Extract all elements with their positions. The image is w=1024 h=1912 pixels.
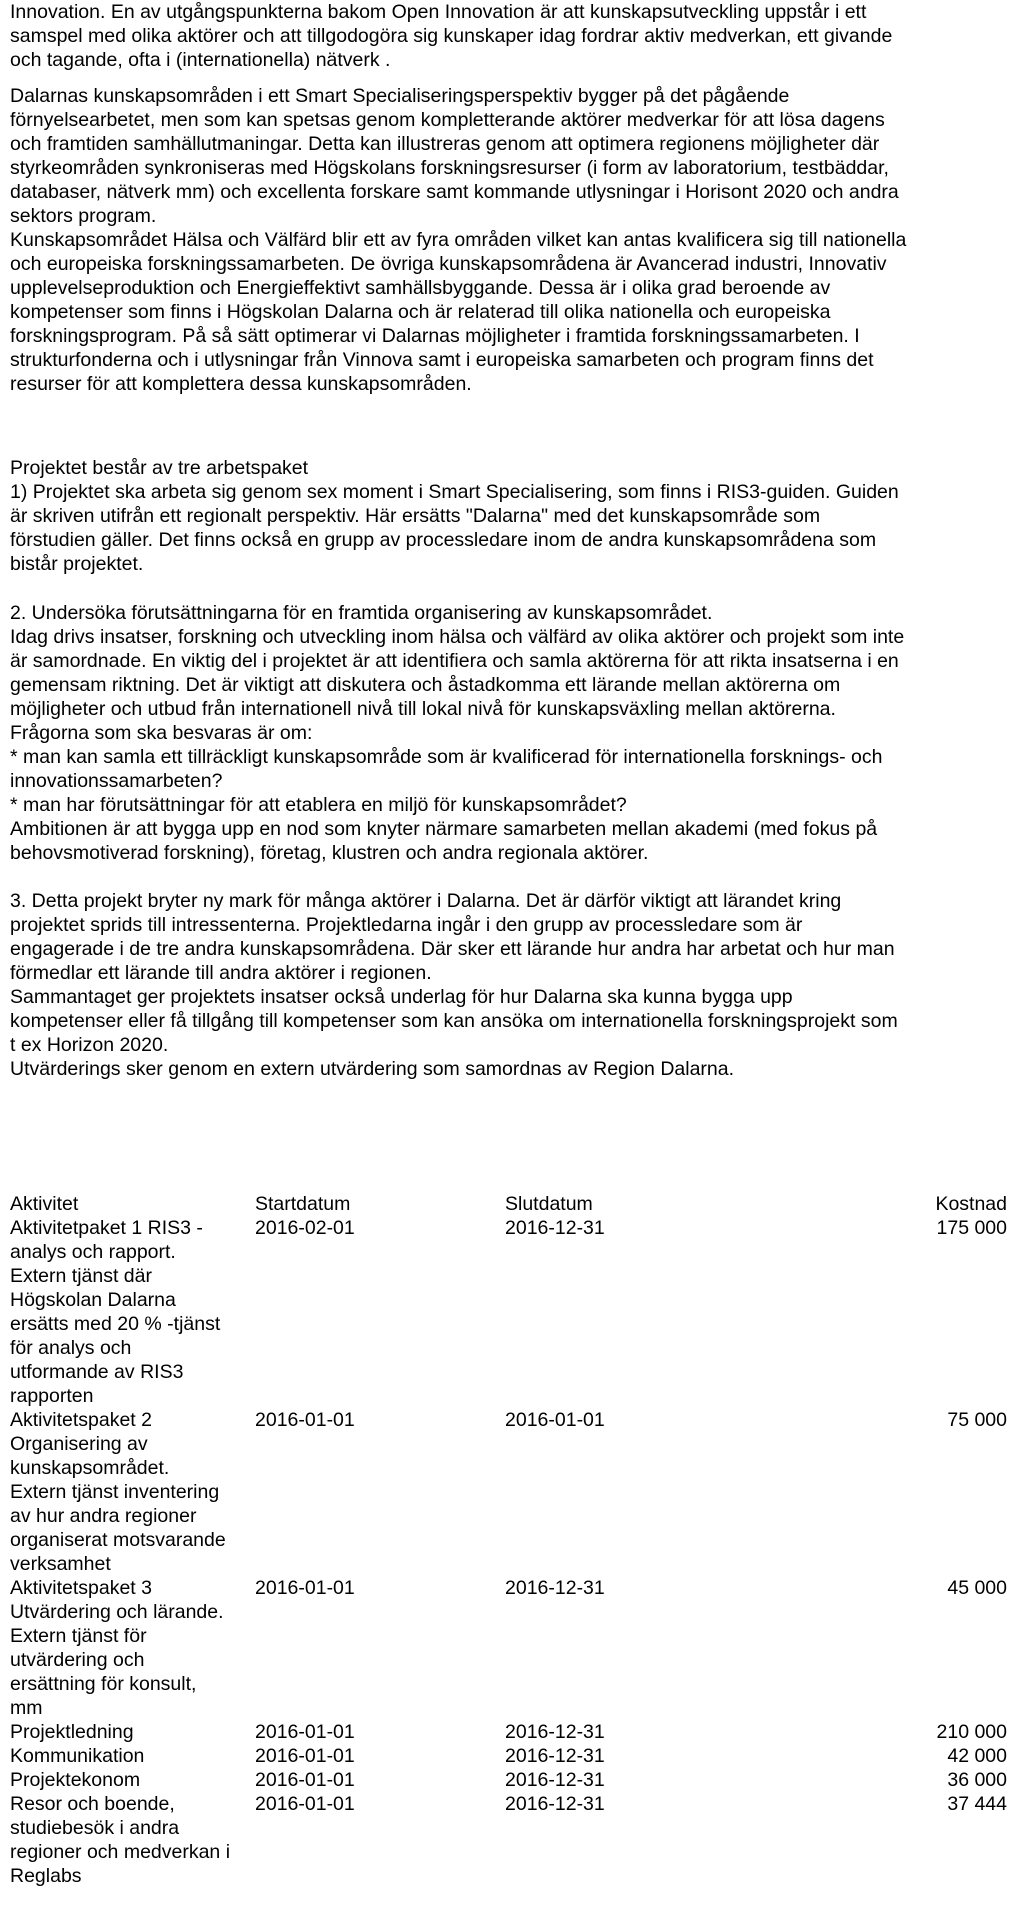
cell-startdatum: 2016-01-01 xyxy=(255,1409,355,1431)
cell-aktivitet: Kommunikation xyxy=(10,1745,145,1767)
cell-startdatum: 2016-02-01 xyxy=(255,1217,355,1239)
column-header-startdatum: Startdatum xyxy=(255,1193,351,1215)
cell-aktivitet: Aktivitetspaket 3 Utvärdering och lärande. Extern tjänst för utvärdering och ersättning för konsult, mm xyxy=(10,1577,224,1719)
table-row xyxy=(10,1216,1007,1408)
cell-slutdatum: 2016-12-31 xyxy=(505,1745,605,1767)
table-row xyxy=(10,1768,1007,1792)
column-header-slutdatum: Slutdatum xyxy=(505,1193,593,1215)
cell-kostnad: 75 000 xyxy=(947,1409,1007,1431)
cell-kostnad: 37 444 xyxy=(947,1793,1007,1815)
cell-kostnad: 45 000 xyxy=(947,1577,1007,1599)
cell-kostnad: 175 000 xyxy=(936,1217,1007,1239)
column-header-kostnad: Kostnad xyxy=(935,1193,1007,1215)
cell-aktivitet: Resor och boende, studiebesök i andra regioner och medverkan i Reglabs xyxy=(10,1793,231,1887)
table-row xyxy=(10,1744,1007,1768)
paragraph-open-innovation: Innovation. En av utgångspunkterna bakom Open Innovation är att kunskapsutveckling uppstår i ett samspel med olika aktörer och att tillgodogöra sig kunskaper idag fordrar aktiv medverkan, ett givande och tagande, ofta i (internationella) nätverk . xyxy=(10,1,893,71)
table-row xyxy=(10,1720,1007,1744)
table-row xyxy=(10,1408,1007,1576)
cell-aktivitet: Projektledning xyxy=(10,1721,134,1743)
cell-aktivitet: Aktivitetspaket 2 Organisering av kunskapsområdet. Extern tjänst inventering av hur andra regioner organiserat motsvarande verksamhet xyxy=(10,1409,226,1575)
table-row xyxy=(10,1576,1007,1720)
cell-aktivitet: Aktivitetpaket 1 RIS3 - analys och rapport. Extern tjänst där Högskolan Dalarna ersätts med 20 % -tjänst för analys och utformande av RIS3 rapporten xyxy=(10,1217,221,1407)
table-row xyxy=(10,1792,1007,1888)
cell-slutdatum: 2016-12-31 xyxy=(505,1721,605,1743)
activity-cost-table xyxy=(10,1192,1007,1888)
paragraph-dalarnas-kunskapsomraden: Dalarnas kunskapsområden i ett Smart Specialiseringsperspektiv bygger på det pågående förnyelsearbetet, men som kan spetsas genom kompletterande aktörer medverkar för att lösa dagens och framtiden samhällutmaningar. Detta kan illustreras genom att optimera regionens möjligheter där styrkeområden synkroniseras med Högskolans forskningsresurser (i form av laboratorium, testbäddar, databaser, nätverk mm) och excellenta forskare samt kommande utlysningar i Horisont 2020 och andra sektors program. Kunskapsområdet Hälsa och Välfärd blir ett av fyra områden vilket kan antas kvalificera sig till nationella och europeiska forskningssamarbeten. De övriga kunskapsområdena är Avancerad industri, Innovativ upplevelseproduktion och Energieffektivt samhällsbyggande. Dessa är i olika grad beroende av kompetenser som finns i Högskolan Dalarna och är relaterad till olika nationella och europeiska forskningsprogram. På så sätt optimerar vi Dalarnas möjligheter i framtida forskningssamarbeten. I strukturfonderna och i utlysningar från Vinnova samt i europeiska samarbeten och program finns det resurser för att komplettera dessa kunskapsområden. xyxy=(10,85,907,395)
cell-kostnad: 42 000 xyxy=(947,1745,1007,1767)
cell-aktivitet: Projektekonom xyxy=(10,1769,141,1791)
cell-slutdatum: 2016-01-01 xyxy=(505,1409,605,1431)
cell-startdatum: 2016-01-01 xyxy=(255,1721,355,1743)
cell-startdatum: 2016-01-01 xyxy=(255,1577,355,1599)
cell-slutdatum: 2016-12-31 xyxy=(505,1217,605,1239)
paragraph-arbetspaket-1: Projektet består av tre arbetspaket 1) Projektet ska arbeta sig genom sex moment i Smart Specialisering, som finns i RIS3-guiden. Guiden är skriven utifrån ett regionalt perspektiv. Här ersätts "Dalarna" med det kunskapsområde som förstudien gäller. Det finns också en grupp av processledare inom de andra kunskapsområdena som bistår projektet. xyxy=(10,457,899,575)
cell-slutdatum: 2016-12-31 xyxy=(505,1793,605,1815)
cell-startdatum: 2016-01-01 xyxy=(255,1769,355,1791)
table-header-row xyxy=(10,1192,1007,1216)
cell-slutdatum: 2016-12-31 xyxy=(505,1769,605,1791)
paragraph-arbetspaket-2: 2. Undersöka förutsättningarna för en framtida organisering av kunskapsområdet. Idag drivs insatser, forskning och utveckling inom hälsa och välfärd av olika aktörer och projekt som inte är samordnade. En viktig del i projektet är att identifiera och samla aktörerna för att rikta insatserna i en gemensam riktning. Det är viktigt att diskutera och åstadkomma ett lärande mellan aktörerna om möjligheter och utbud från internationell nivå till lokal nivå för kunskapsväxling mellan aktörerna. Frågorna som ska besvaras är om: * man kan samla ett tillräckligt kunskapsområde som är kvalificerad för internationella forsknings- och innovationssamarbeten? * man har förutsättningar för att etablera en miljö för kunskapsområdet? Ambitionen är att bygga upp en nod som knyter närmare samarbeten mellan akademi (med fokus på behovsmotiverad forskning), företag, klustren och andra regionala aktörer. xyxy=(10,602,905,864)
column-header-aktivitet: Aktivitet xyxy=(10,1193,79,1215)
cell-startdatum: 2016-01-01 xyxy=(255,1745,355,1767)
cell-kostnad: 210 000 xyxy=(936,1721,1007,1743)
cell-slutdatum: 2016-12-31 xyxy=(505,1577,605,1599)
cell-startdatum: 2016-01-01 xyxy=(255,1793,355,1815)
cell-kostnad: 36 000 xyxy=(947,1769,1007,1791)
paragraph-arbetspaket-3: 3. Detta projekt bryter ny mark för många aktörer i Dalarna. Det är därför viktigt att lärandet kring projektet sprids till intressenterna. Projektledarna ingår i den grupp av processledare som är engagerade i de tre andra kunskapsområdena. Där sker ett lärande hur andra har arbetat och hur man förmedlar ett lärande till andra aktörer i regionen. Sammantaget ger projektets insatser också underlag för hur Dalarna ska kunna bygga upp kompetenser eller få tillgång till kompetenser som kan ansöka om internationella forskningsprojekt som t ex Horizon 2020. Utvärderings sker genom en extern utvärdering som samordnas av Region Dalarna. xyxy=(10,890,898,1080)
